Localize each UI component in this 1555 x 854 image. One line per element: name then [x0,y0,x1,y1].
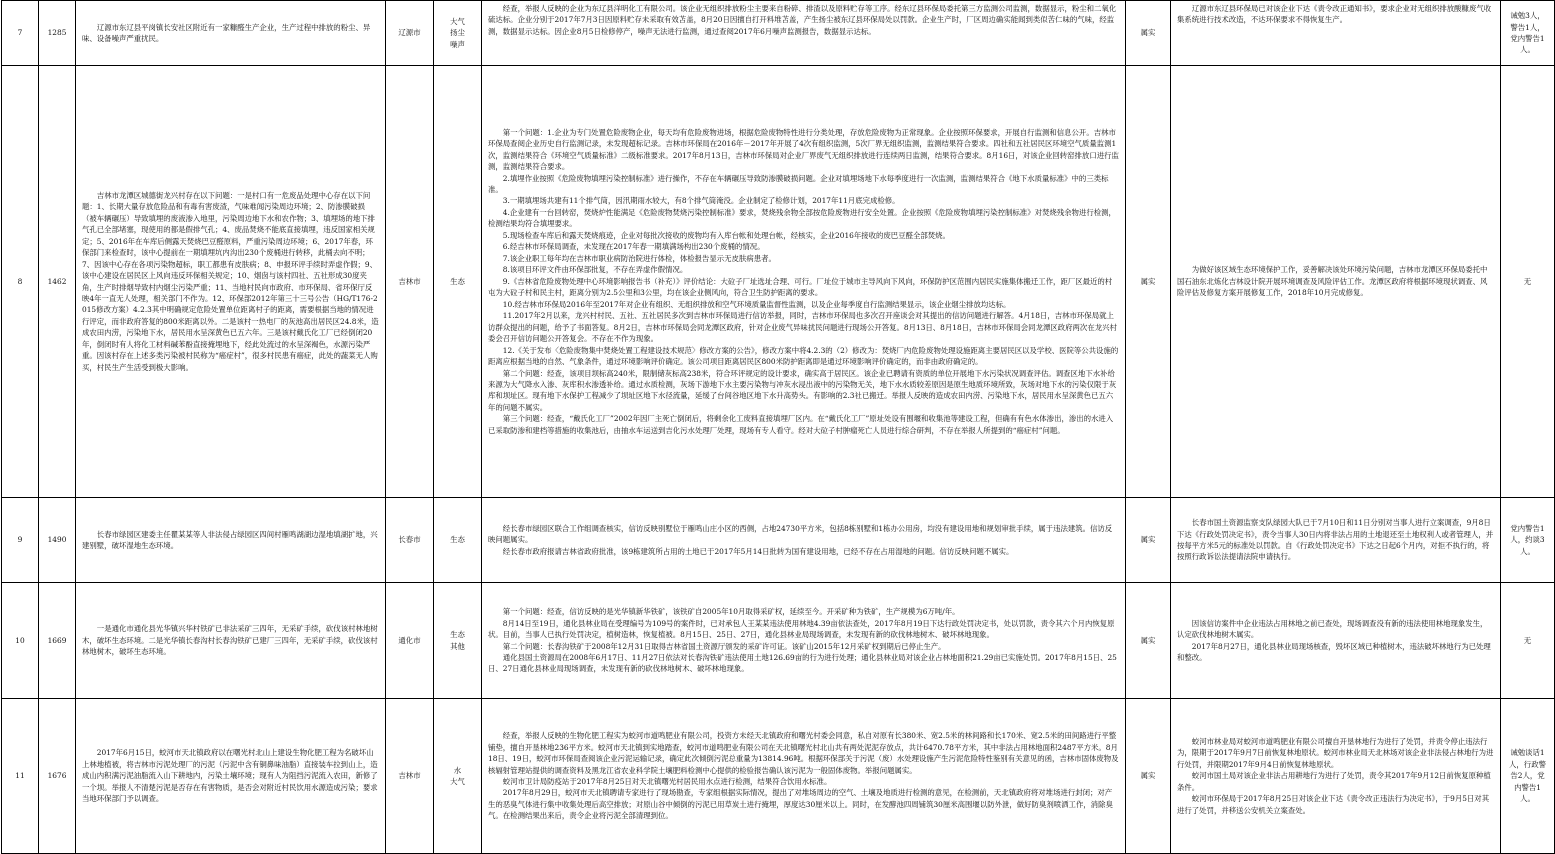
handling-action-cell [1171,1,1501,66]
table-row [2,583,1555,699]
case-id-cell: 1669 [39,583,76,699]
category-cell [434,1,482,66]
investigation-paragraph: 3.一期填埋场共建有11个排气筒，因汛期雨水较大，有8个排气筒淹没。企业制定了检修计划，2017年11月底完成检修。 [502,196,900,206]
action-paragraph: 因该信访案件中企业违法占用林地之前已查处，现场调查没有新的违法使用林地现象发生，认定砍伐林地树木属实。 [1177,618,1488,640]
investigation-paragraph: 10.经吉林市环保局2016年至2017年对企业有组织、无组织排放和空气环境质量监督性监测，以及企业每季度自行监测结果显示，该企业烟尘排放均达标。 [502,299,1011,309]
investigation-paragraph: 经长春市绿园区联合工作组调查核实，信访反映别墅位于雁鸣山庄小区的西侧，占地24730平方米，包括8栋别墅和1栋办公用房，均没有建设用地和规划审批手续，属于违法建筑。信访反映问题属实。 [488,523,1113,545]
action-paragraph: 蛟河市环保局于2017年8月25日对该企业下达《责令改正违法行为决定书》，于9月5日对其进行了处罚，并移送公安机关立案查处。 [1177,794,1490,815]
city-cell: 辽源市 [386,1,434,66]
action-paragraph: 辽源市东辽县环保局已对该企业下达《责令改正通知书》，要求企业对无组织排放酸糠废气收集系统进行技术改造，不达环保要求不得恢复生产。 [1177,4,1492,25]
handling-action-cell [1171,498,1501,583]
city-cell: 通化市 [386,583,434,699]
category-label: 其他 [450,641,465,651]
accountability-cell: 无 [1501,583,1555,699]
investigation-paragraph: 第二个问题：经查，该项目坝标高240米，限制储灰标高238米，符合环评规定的设计要求，确实高于居民区。该企业已聘请有资质的单位开展地下水污染状况调查评估。调查区地下水补给来源为大气降水入渗、灰库积水渗透补给。通过水质检测，灰场下游地下水主要污染物与冲灰水浸出液中的污染物无关，地下水水质较差原因是原生地质环境所致，灰场对地下水的污染仅限于灰库和坝址区。现有地下水保护工程减少了坝址区地下水径流量，延缓了台间谷地区地下水升高势头。有影响的2.3社已搬迁。举报人反映的造成农田内涝、污染地下水，居民用水呈深黄色已五六年的问题不属实。 [488,368,1117,412]
category-label: 大气 [450,16,465,26]
category-label: 生态 [450,276,465,286]
investigation-result-cell [482,1,1126,66]
case-id-cell: 1462 [39,66,76,498]
category-label: 生态 [450,535,465,545]
investigation-paragraph: 经查，举报人反映的企业为东辽县洋明化工有限公司。该企业无组织排放粉尘主要来自粉碎、排渣以及原料贮存等工序。经东辽县环保局委托第三方监测公司监测，数据显示，粉尘和二氧化硫达标。企业分别于2017年7月3日因原料贮存未采取有效苫盖，8月20日因擅自打开料堆苫盖，产生扬尘被东辽县环保局处以罚款。企业生产时，厂区周边确实能闻到类似苦仁味的气味，经监测，数据显示达标。因企业8月5日检修停产，噪声无法进行监测，通过查阅2017年6月噪声监测报告，数据显示达标。 [488,4,1117,36]
handling-action-cell [1171,583,1501,699]
city-cell: 吉林市 [386,699,434,854]
case-id-cell: 1285 [39,1,76,66]
case-id-cell: 1490 [39,498,76,583]
verdict-cell: 属实 [1126,699,1171,854]
accountability-cell: 诫勉3人，警告1人，党内警告1人。 [1501,1,1555,66]
investigation-paragraph: 6.经吉林市环保局调查，未发现在2017年春一期填满场构出230个废桶的情况。 [502,242,765,252]
investigation-paragraph: 12.《关于发布〈危险废物集中焚烧处置工程建设技术规范〉修改方案的公告》，修改方案中将4.2.3的（2）修改为：焚烧厂内危险废物处理设施距离主要居民区以及学校、医院等公共设施的距离应根据当地的自然、气象条件，通过环境影响评价确定。该公司项目距离居民区800米防护距离即是通过环境影响评价确定的，而非由政府确定的。 [488,345,1119,367]
investigation-paragraph: 蛟河市卫计局防疫站于2017年8月25日对天北镇曙光村居民用水点进行检测，结果符合饮用水标准。 [502,777,832,786]
city-cell: 吉林市 [386,66,434,498]
category-label: 水 [453,765,462,775]
table-body [2,1,1555,854]
complaint-content-cell: 长春市绿园区建委主任瞿某某等人非法侵占绿园区四间村雁鸣湖湖边湿地填湖扩地，兴建别墅，破坏湿地生态环境。 [76,498,386,583]
handling-action-cell [1171,699,1501,854]
complaint-content-cell: 辽源市东辽县平岗镇长安社区附近有一家糠醛生产企业，生产过程中排放的粉尘、异味、设备噪声严重扰民。 [76,1,386,66]
investigation-paragraph: 通化县国土资源局在2008年6月17日、11月27日依法对长春沟铁矿违法使用土地126.69亩的行为进行处理；通化县林业局对该企业占林地面积21.29亩已实施处罚。2017年8月15日、25日、27日通化县林业局现场调查，未发现有新的砍伐林地树木、破坏林地现象。 [488,652,1117,674]
investigation-paragraph: 5.现场检查车库后和露天焚烧痕迹，企业对每批次接收的废物均有入库台帐和处理台帐，经核实，企业2016年接收的废巴豆醛全部焚烧。 [502,230,950,240]
investigation-paragraph: 经长春市政府报请吉林省政府批准，该9栋建筑所占用的土地已于2017年5月14日批转为国有建设用地，已经不存在占用湿地的问题。信访反映问题不属实。 [502,546,1014,556]
investigation-result-cell [482,498,1126,583]
investigation-paragraph: 2017年8月29日，蛟河市天北镇聘请专家进行了现场勘查，专家组根据实际情况，提出了对堆场周边的空气、土壤及地质进行检测的意见，在检测前，天北镇政府将对堆场进行封闭；对产生的恶臭气体进行集中收集处理后高空排放；对原山谷中倾倒的污泥已用草炭土进行掩埋，厚度达30厘米以上。同时，在发酵池四周铺筑30厘米高围堰以防外泄，做好防臭剂喷洒工作，消除臭气。在检测结果出来后，责令企业将污泥全部清理到位。 [488,788,1113,821]
action-paragraph: 长春市国土资源监察支队绿园大队已于7月10日和11日分别对当事人进行立案调查，9月8日下达《行政处罚决定书》，责令当事人30日内将非法占用的土地退还至土地权利人或者管理人，并按每平方米5元的标准处以罚款。自《行政处罚决定书》下达之日起6个月内，对拒不执行的，将按照行政诉讼法提请法院申请执行。 [1177,518,1494,562]
category-cell [434,66,482,498]
verdict-cell: 属实 [1126,583,1171,699]
investigation-paragraph: 第三个问题：经查，“戴氏化工厂”2002年因厂主死亡倒闭后，将剩余化工废料直接填埋厂区内。在“戴氏化工厂”原址处设有围堰和收集池等建设工程，但确有有色水体渗出，渗出的水进入已采取防渗和建档等措施的收集池后，由抽水车运送到吉化污水处理厂处理，现场有专人看守。经对大砬子村肿瘤死亡人员进行综合研判，不存在举报人所提到的“癌症村”问题。 [488,414,1114,435]
investigation-paragraph: 2.填埋作业按照《危险废物填埋污染控制标准》进行操作，不存在车辆碾压导致防渗膜破损问题。企业对填埋场地下水每季度进行一次监测，监测结果符合《地下水质量标准》中的三类标准。 [488,173,1109,195]
row-number-cell: 10 [2,583,39,699]
row-number-cell: 8 [2,66,39,498]
investigation-paragraph: 第二个问题：长春沟铁矿于2008年12月31日取得吉林省国土资源厅颁发的采矿许可证。该矿山2015年12月采矿权到期后已停止生产。 [502,641,946,651]
action-paragraph: 为做好该区域生态环境保护工作，妥善解决该处环境污染问题，吉林市龙潭区环保局委托中国石油东北炼化吉林设计院开展环境调查及风险评估工作。龙潭区政府将根据环境现状调查、风险评估及修复方案开展修复工作，2018年10月完成修复。 [1177,265,1488,298]
handling-action-cell [1171,66,1501,498]
row-number-cell: 11 [2,699,39,854]
table-row [2,1,1555,66]
investigation-paragraph: 4.企业建有一台回转窑，焚烧炉性能满足《危险废物焚烧污染控制标准》要求，焚烧残余物全部按危险废物进行安全处置。企业按照《危险废物填埋污染控制标准》对焚烧残余物进行检测，检测结果均符合填埋要求。 [488,207,1116,229]
investigation-result-cell [482,66,1126,498]
verdict-cell: 属实 [1126,498,1171,583]
category-cell [434,699,482,854]
complaint-content-cell: 一是通化市通化县光华镇兴华村铁矿已非法采矿三四年，无采矿手续，砍伐该村林地树木，破坏生态环境。二是光华镇长春沟村长春沟铁矿已建厂三四年，无采矿手续，砍伐该村林地树木，破坏生态环境。 [76,583,386,699]
category-label: 大气 [450,777,465,786]
investigation-paragraph: 8.该项目环评文件由环保部批复，不存在弄虚作假情况。 [502,265,688,275]
case-table [1,0,1555,854]
category-label: 噪声 [450,39,465,49]
investigation-paragraph: 9.《吉林省危险废物处理中心环境影响报告书（补充）》评价结论：大砬子厂址选址合理、可行。厂址位于城市主导风向下风向，环保防护区范围内居民实施集体搬迁工作，距厂区最近的村屯为大砬子村和民主村，距离分别为2.5公里和3公里，均在该企业侧风向，符合卫生防护距离的要求。 [488,276,1113,298]
table-row [2,498,1555,583]
city-cell: 长春市 [386,498,434,583]
verdict-cell: 属实 [1126,1,1171,66]
action-paragraph: 蛟河市国土局对该企业非法占用耕地行为进行了处罚，责令其2017年9月12日前恢复原种植条件。 [1177,771,1491,792]
accountability-cell: 无 [1501,66,1555,498]
investigation-paragraph: 11.2017年2月以来，龙兴村村民、五社、五社居民多次到吉林市环保局进行信访举报，同时，吉林市环保局也多次召开座谈会对其提出的信访问题进行解答。4月18日，吉林市环保局就上访群众提出的问题，给予了书面答复。8月2日，吉林市环保局会同龙潭区政府，针对企业废气异味扰民问题进行现场公开答复。8月13日、8月18日，吉林市环保局会同龙潭区政府两次在龙兴村委会召开信访问题公开答复会。不存在不作为现象。 [488,311,1117,344]
investigation-result-cell [482,699,1126,854]
verdict-cell: 属实 [1126,66,1171,498]
row-number-cell: 7 [2,1,39,66]
category-cell [434,498,482,583]
investigation-paragraph: 8月14日至19日，通化县林业局在受理编号为109号的案件时，已对承包人王某某违法使用林地4.39亩依法查处，2017年8月19日下达行政处罚决定书，处以罚款，责令其六个月内恢复原状。目前，当事人已执行处罚决定，植树造林，恢复植被。8月15日、25日、27日，通化县林业局现场调查，未发现有新的砍伐林地树木、破坏林地现象。 [488,618,1115,640]
investigation-paragraph: 第一个问题：经查，信访反映的是光华镇新华铁矿，该铁矿自2005年10月取得采矿权，延续至今。开采矿种为铁矿，生产规模为6万吨/年。 [502,607,960,617]
action-paragraph: 2017年8月27日，通化县林业局现场核查，毁坏区域已种植树木，违法破坏林地行为已处理和整改。 [1177,641,1491,662]
case-id-cell: 1676 [39,699,76,854]
category-label: 扬尘 [450,28,465,38]
accountability-cell: 党内警告1人，约谈3人。 [1501,498,1555,583]
accountability-cell: 诫勉谈话1人，行政警告2人，党内警告1人。 [1501,699,1555,854]
complaint-content-cell: 吉林市龙潭区城德街龙兴村存在以下问题：一是村口有一危废品处理中心存在以下问题：1、长期大量存放危险品和有毒有害废渣，气味难闻污染周边环境；2、防渗膜破损（被车辆碾压）导致填埋的废液渗入地里，污染周边地下水和农作物；3、填埋场的地下排气孔已全部堵塞，现使用的都是假排气孔；4、废品焚烧不能底直接填埋，违反国家相关规定；5、2016年在车库后侧露天焚烧巴豆醛原料，严重污染周边环境；6、2017年春，环保部门来检查时，该中心提前在一期填埋坑内沟出230个废桶进行转移，此桶去向不明；7、因该中心存在各项污染物超标，职工都患有皮肤病；8、申报环评手续时弄虚作假；9、该中心建设在居民区上风向违反环保相关规定；10、烟囱与该村四社、五社形成30度夹角，生产时排烟导致村内烟尘污染严重；11、当地村民向市政府、市环保局、省环保厅反映4年一直无人处理，相关部门不作为。12、环保部2012年第三十三号公告（HG/T176-2015修改方案）4.2.3其中明确规定危险处置单位距离村子的距离，需要根据当地的情况进行评定，而非政府答复的800米距离以外。二是该村一热电厂的灰池高出居民区24.8米，造成农田内涝，污染地下水，居民用水呈深黄色已五六年。三是该村戴氏化工厂已经倒闭20年，倒闭时有人将化工材料碱苯酚直接掩埋地下，经此处流过的水呈深褐色，水源污染严重。因该村存在上述多类污染被村民称为“癌症村”，很多村民患有癌症，此处的蔬菜无人购买，村民生产生活受到极大影响。 [76,66,386,498]
investigation-result-cell [482,583,1126,699]
investigation-paragraph: 经查，举报人反映的生物化肥工程实为蛟河市道鸣肥业有限公司，投资方未经天北镇政府和曙光村委会同意，私自对原有长380米、宽2.5米的林间路和长170米、宽2.5米的田间路进行平整铺垫，擅自开垦林地236平方米。蛟河市天北镇到实地踏查，蛟河市道鸣肥业有限公司在天北镇曙光村北山共有两处泥泥存放点，共计6470.78平方米，其中非法占用林地面积2487平方米。8月18日、19日，蛟河市环保局查阅该企业污泥运输记录，确定此次倾倒污泥总重量为13814.96吨。根据环保部关于污泥（废）水处理设施产生污泥危险特性鉴别有关意见的函，吉林市固体废物及核辐射管理站提供的调查资料及黑龙江省农业科学院土壤肥料检测中心提供的检验报告确认该污泥为一般固体废物。举报问题属实。 [488,731,1119,775]
row-number-cell: 9 [2,498,39,583]
action-paragraph: 蛟河市林业局对蛟河市道鸣肥业有限公司擅自开垦林地行为进行了处罚，并责令停止违法行为，限期于2017年9月7日前恢复林地原状。蛟河市林业局天北林场对该企业非法侵占林地行为进行处罚，并限期2017年9月4日前恢复林地原状。 [1177,736,1494,769]
table-row [2,66,1555,498]
category-cell [434,583,482,699]
investigation-paragraph: 第一个问题：1.企业为专门处置危险废物企业，每天均有危险废物进场，根据危险废物特性进行分类处理，存放危险废物为正常现象。企业按照环保要求，开展自行监测和信息公开。吉林市环保局查阅企业历史自行监测记录，未发现超标记录。吉林市环保局在2016年－2017年开展了4次有组织监测，5次厂界无组织监测，监测结果符合要求。四社和五社居民区环境空气质量监测1次，监测结果符合《环境空气质量标准》二级标准要求。2017年8月13日，吉林市环保局对企业厂界废气无组织排放进行连续两日监测，结果符合要求。8月16日，对该企业回转窑排放口进行监测，监测结果符合要求。 [488,127,1119,172]
complaint-content-cell: 2017年6月15日，蛟河市天北镇政府以在曙光村北山上建设生物化肥工程为名破坏山上林地植被，将吉林市污泥处理厂的污泥（污泥中含有铜鼻味油脂）直接装车拉到山上，造成山内积满污泥油脂流入山下耕地内，污染土壤环境；现有人为阻挡污泥流入农田，新修了一个坝。举报人不清楚污泥是否存在有害物质，是否会对附近村民饮用水源造成污染；要求当地环保部门予以调查。 [76,699,386,854]
table-row [2,699,1555,854]
category-label: 生态 [450,630,465,640]
investigation-paragraph: 7.该企业职工每年均在吉林市职业病防治院进行体检，体检报告显示无皮肤病患者。 [502,253,776,263]
